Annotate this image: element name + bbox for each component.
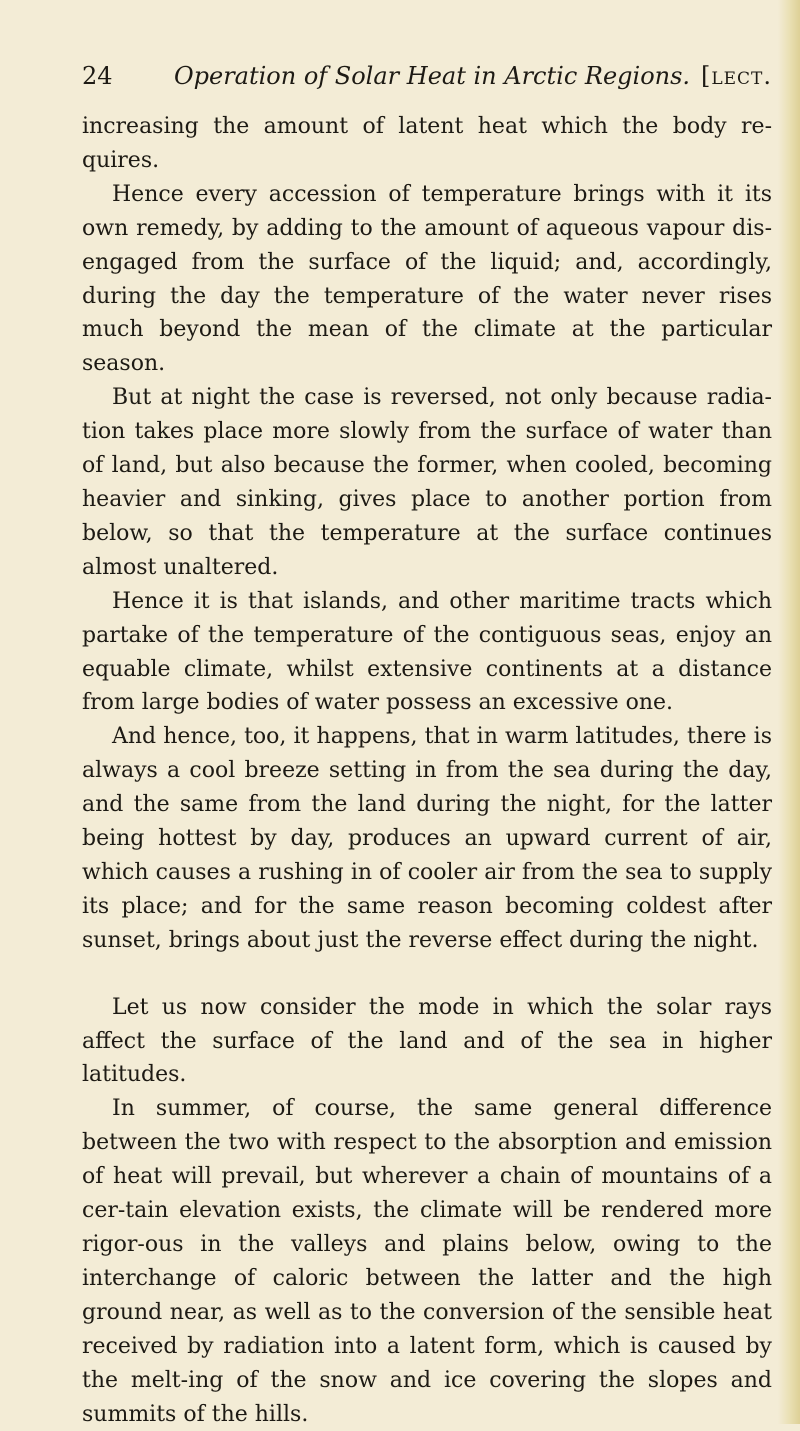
- running-title: Operation of Solar Heat in Arctic Regions.: [173, 62, 691, 90]
- paragraph: And hence, too, it happens, that in warm latitudes, there is always a cool breeze setting in from the sea during the day, and the same from the land during the night, for the latter being hottest by day, produces an upward current of air, which causes a rushing in of cooler air from the sea to supply its place; and for the same reason becoming coldest after sunset, brings about just the reverse effect during the night.: [82, 724, 772, 953]
- body-text: [82, 110, 772, 1431]
- paragraph: Hence every accession of temperature brings with it its own remedy, by adding to the amount of aqueous vapour dis-engaged from the surface of the liquid; and, accordingly, during the day the temperature of the water never rises much beyond the mean of the climate at the particular season.: [82, 181, 772, 377]
- paragraph: Let us now consider the mode in which the solar rays affect the surface of the land and of the sea in higher latitudes.: [82, 994, 772, 1088]
- paragraph-continuation: increasing the amount of latent heat which the body re-quires.: [82, 114, 772, 173]
- lecture-mark: [lect.: [700, 62, 772, 90]
- running-header: [82, 62, 772, 98]
- paragraph: Hence it is that islands, and other maritime tracts which partake of the temperature of the contiguous seas, enjoy an equable climate, whilst extensive continents at a distance from large bodies of water possess an excessive one.: [82, 588, 772, 716]
- paragraph: But at night the case is reversed, not only because radia-tion takes place more slowly from the surface of water than of land, but also because the former, when cooled, becoming heavier and sinking, gives place to another portion from below, so that the temperature at the surface continues almost unaltered.: [82, 385, 772, 580]
- page-number: 24: [82, 62, 113, 90]
- paragraph: In summer, of course, the same general difference between the two with respect to the absorption and emission of heat will prevail, but wherever a chain of mountains of a cer-tain elevation exists, the climate will be rendered more rigor-ous in the valleys and plains below, owing to the interchange of caloric between the latter and the high ground near, as well as to the conversion of the sensible heat received by radiation into a latent form, which is caused by the melt-ing of the snow and ice covering the slopes and summits of the hills.: [82, 1096, 772, 1427]
- page-edge-shadow: [778, 0, 800, 1424]
